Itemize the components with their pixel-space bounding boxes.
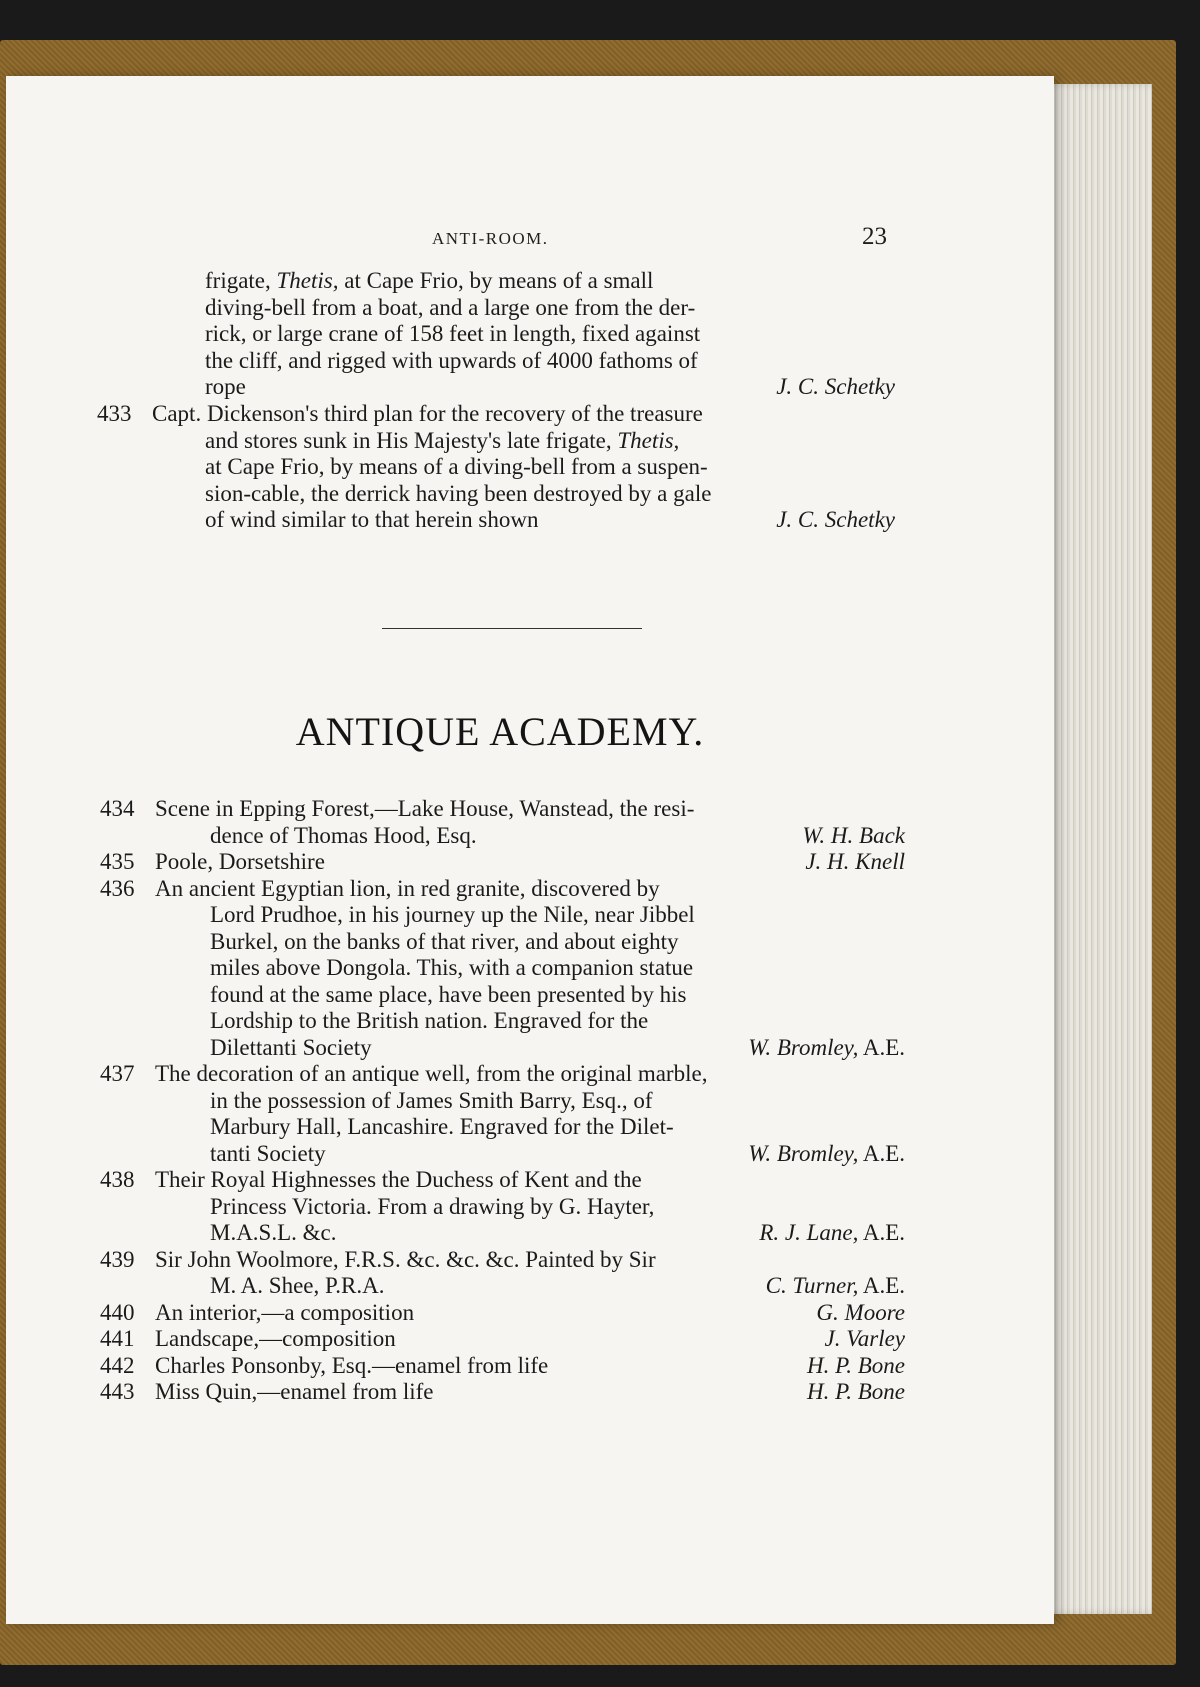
entry-text: Marbury Hall, Lancashire. Engraved for the Dilet- — [210, 1114, 674, 1139]
entry-434 — [100, 796, 905, 849]
entry-text: Lord Prudhoe, in his journey up the Nile, near Jibbel — [210, 902, 695, 927]
entry-text: diving-bell from a boat, and a large one from the der- — [205, 294, 696, 320]
entry-443 — [100, 1379, 905, 1406]
entry-line — [100, 1167, 905, 1194]
artist-name: C. Turner, A.E. — [765, 1273, 905, 1298]
entry-line — [100, 1035, 905, 1062]
entry-line — [100, 1061, 905, 1088]
entry-440 — [100, 1300, 905, 1327]
entry-line — [100, 1220, 905, 1247]
entry-436 — [100, 876, 905, 1062]
section-title: ANTIQUE ACADEMY. — [295, 709, 705, 754]
entry-text: Charles Ponsonby, Esq.—enamel from life — [155, 1352, 549, 1378]
entry-number: 442 — [100, 1352, 135, 1378]
artist-name: W. Bromley, A.E. — [748, 1034, 905, 1060]
entry-line — [97, 454, 895, 481]
entry-text: Princess Victoria. From a drawing by G. Hayter, — [210, 1193, 655, 1219]
artist-suffix: A.E. — [858, 1220, 905, 1245]
entry-441 — [100, 1326, 905, 1353]
entry-line — [205, 295, 895, 322]
entry-line — [100, 1194, 905, 1221]
entry-line — [205, 374, 895, 401]
entry-text: Their Royal Highnesses the Duchess of Kent and the — [155, 1167, 642, 1192]
entry-line — [100, 929, 905, 956]
entry-number: 433 — [97, 401, 132, 426]
artist-suffix: A.E. — [858, 1140, 905, 1166]
artist-name: G. Moore — [816, 1299, 905, 1325]
entry-line — [100, 849, 905, 876]
entry-number: 439 — [100, 1246, 135, 1272]
entry-line — [100, 1326, 905, 1353]
entry-number: 436 — [100, 875, 135, 901]
entry-line — [100, 1008, 905, 1035]
entry-438 — [100, 1167, 905, 1247]
entry-number: 443 — [100, 1379, 135, 1404]
entry-text: M. A. Shee, P.R.A. — [210, 1273, 385, 1298]
artist-name: R. J. Lane, A.E. — [759, 1220, 905, 1245]
entry-text: M.A.S.L. &c. — [210, 1220, 337, 1245]
page-number: 23 — [862, 223, 887, 250]
entry-line — [100, 982, 905, 1009]
entry-line — [97, 401, 895, 428]
entry-text: Miss Quin,—enamel from life — [155, 1379, 434, 1404]
artist-name: J. Varley — [824, 1326, 905, 1351]
entry-text: rick, or large crane of 158 feet in length, fixed against — [205, 321, 701, 346]
entry-text: tanti Society — [210, 1140, 326, 1166]
entry-435 — [100, 849, 905, 876]
artist-name: W. H. Back — [802, 822, 905, 848]
entry-439 — [100, 1247, 905, 1300]
entry-text: of wind similar to that herein shown — [205, 507, 539, 532]
entry-line — [205, 348, 895, 375]
entry-text: Capt. Dickenson's third plan for the recovery of the treasure — [152, 401, 703, 426]
artist-name: H. P. Bone — [807, 1379, 905, 1404]
entry-text: at Cape Frio, by means of a diving-bell from a suspen- — [205, 454, 708, 479]
entry-text: An ancient Egyptian lion, in red granite, discovered by — [155, 875, 660, 901]
entry-text: the cliff, and rigged with upwards of 4000 fathoms of — [205, 347, 698, 373]
entry-text: The decoration of an antique well, from the original marble, — [155, 1061, 708, 1086]
entries-list — [100, 796, 905, 1406]
entry-text: Poole, Dorsetshire — [155, 849, 325, 874]
entry-437 — [100, 1061, 905, 1167]
continued-entry — [205, 268, 895, 401]
artist-name: W. Bromley, A.E. — [748, 1140, 905, 1166]
entry-number: 440 — [100, 1299, 135, 1325]
entry-line — [100, 1114, 905, 1141]
entry-line — [100, 876, 905, 903]
artist-name: J. C. Schetky — [776, 507, 895, 532]
entry-text: frigate, Thetis, at Cape Frio, by means of a small — [205, 268, 654, 293]
entry-number: 441 — [100, 1326, 135, 1351]
entry-line — [97, 507, 895, 534]
entry-number: 438 — [100, 1167, 135, 1192]
entry-line — [100, 1247, 905, 1274]
artist-name: J. C. Schetky — [776, 374, 895, 399]
running-head: ANTI-ROOM. — [432, 229, 549, 248]
entry-text: Scene in Epping Forest,—Lake House, Wanstead, the resi- — [155, 796, 695, 821]
entry-text: and stores sunk in His Majesty's late frigate, Thetis, — [205, 427, 680, 453]
section-rule — [382, 628, 642, 629]
entry-line — [97, 428, 895, 455]
entry-line — [100, 1273, 905, 1300]
page-edges — [1040, 84, 1152, 1614]
artist-name: H. P. Bone — [807, 1352, 905, 1378]
artist-suffix: A.E. — [858, 1273, 905, 1298]
artist-suffix: A.E. — [858, 1034, 905, 1060]
entry-line — [100, 1088, 905, 1115]
entry-number: 437 — [100, 1061, 135, 1086]
entry-433 — [97, 401, 895, 534]
entry-text: Landscape,—composition — [155, 1326, 396, 1351]
entry-line — [205, 268, 895, 295]
entry-number: 434 — [100, 796, 135, 821]
entry-line — [100, 1141, 905, 1168]
entry-text: An interior,—a composition — [155, 1299, 415, 1325]
entry-text: dence of Thomas Hood, Esq. — [210, 822, 477, 848]
artist-name: J. H. Knell — [805, 849, 905, 874]
entry-line — [100, 1353, 905, 1380]
entry-text: Burkel, on the banks of that river, and about eighty — [210, 928, 679, 954]
entry-line — [205, 321, 895, 348]
entry-text: miles above Dongola. This, with a companion statue — [210, 955, 694, 980]
entry-line — [100, 902, 905, 929]
entry-text: rope — [205, 374, 246, 399]
entry-line — [100, 796, 905, 823]
entry-line — [100, 1379, 905, 1406]
entry-442 — [100, 1353, 905, 1380]
entry-text: Sir John Woolmore, F.R.S. &c. &c. &c. Painted by Sir — [155, 1246, 656, 1272]
entry-line — [100, 955, 905, 982]
entry-line — [100, 1300, 905, 1327]
entry-line — [97, 481, 895, 508]
entry-number: 435 — [100, 849, 135, 874]
entry-line — [100, 823, 905, 850]
entry-text: found at the same place, have been presented by his — [210, 981, 687, 1007]
entry-text: Lordship to the British nation. Engraved for the — [210, 1008, 649, 1033]
entry-text: in the possession of James Smith Barry, Esq., of — [210, 1087, 653, 1113]
entry-text: Dilettanti Society — [210, 1034, 372, 1060]
entry-text: sion-cable, the derrick having been destroyed by a gale — [205, 480, 712, 506]
